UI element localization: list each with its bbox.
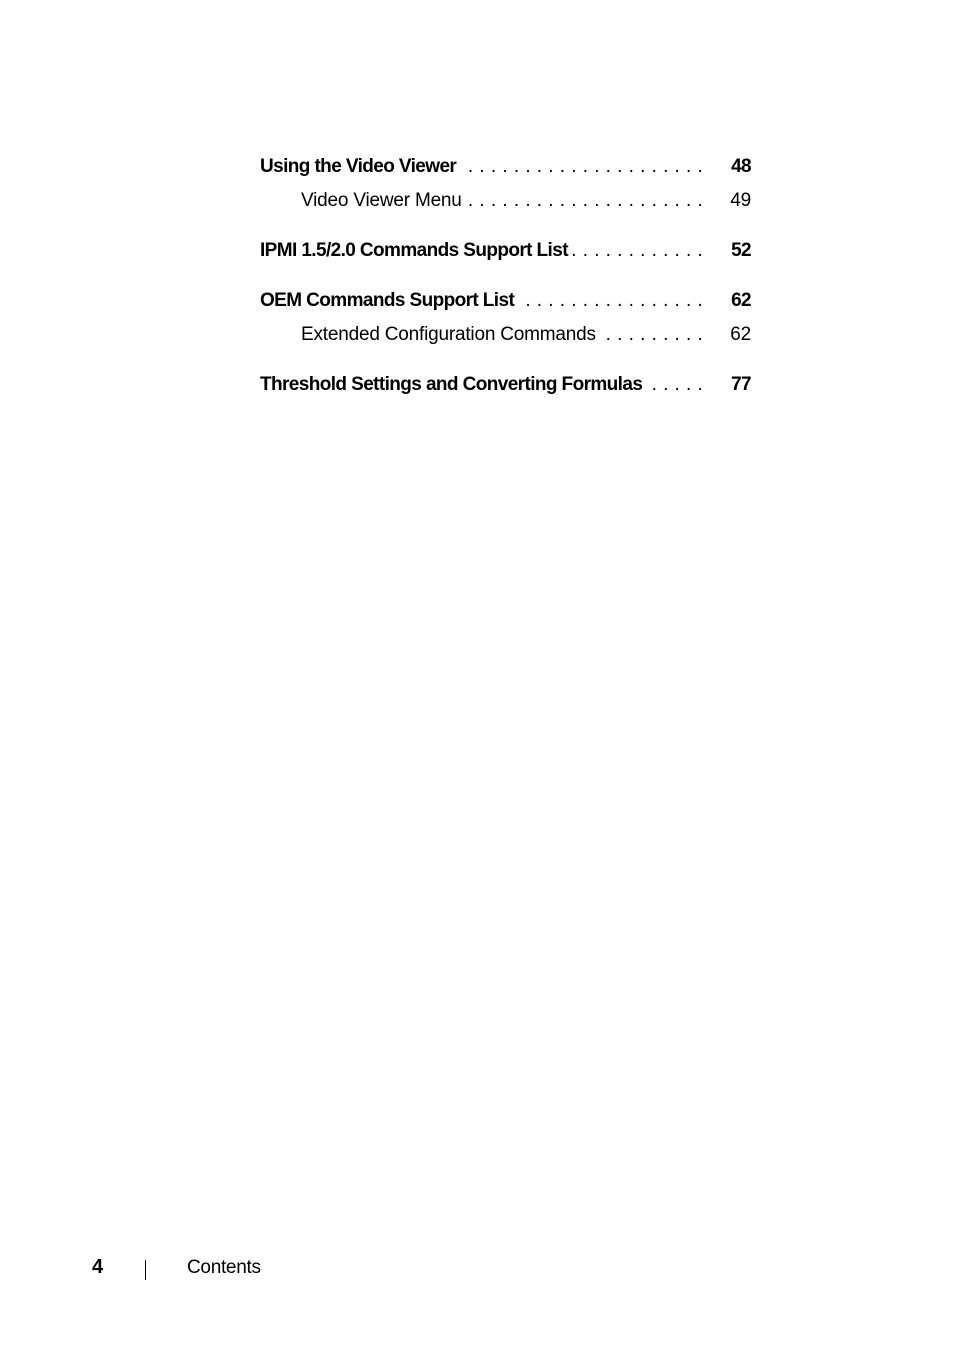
toc-dot-leader [518,284,709,318]
toc-entry-video-viewer-menu[interactable] [260,184,751,218]
toc-dot-leader [466,184,709,218]
toc-entry-title: OEM Commands Support List [260,284,518,318]
toc-entry-page: 62 [731,290,751,311]
toc-entry-threshold-settings-and-converting-formulas[interactable] [260,368,751,402]
footer-section-title: Contents [187,1257,261,1278]
toc-dot-leader [572,234,709,268]
toc-entry-title: IPMI 1.5/2.0 Commands Support List [260,234,572,268]
toc-entry-ipmi-commands-support-list[interactable] [260,234,751,268]
toc-dot-leader [460,150,709,184]
toc-entry-title: Using the Video Viewer [260,150,460,184]
footer-divider [145,1260,146,1280]
page-footer [0,1252,954,1286]
toc-entry-title: Extended Configuration Commands [301,318,600,352]
toc-entry-page: 77 [731,374,751,395]
toc-entry-title: Threshold Settings and Converting Formulas [260,368,646,402]
toc-entry-page: 52 [731,240,751,261]
toc-dot-leader [646,368,709,402]
page-number: 4 [92,1256,103,1278]
toc-entry-oem-commands-support-list[interactable] [260,284,751,318]
table-of-contents [260,150,751,402]
toc-entry-page: 62 [730,324,751,345]
toc-entry-using-the-video-viewer[interactable] [260,150,751,184]
toc-entry-page: 48 [731,156,751,177]
toc-entry-page: 49 [730,190,751,211]
toc-entry-extended-configuration-commands[interactable] [260,318,751,352]
toc-entry-title: Video Viewer Menu [301,184,466,218]
toc-dot-leader [600,318,709,352]
